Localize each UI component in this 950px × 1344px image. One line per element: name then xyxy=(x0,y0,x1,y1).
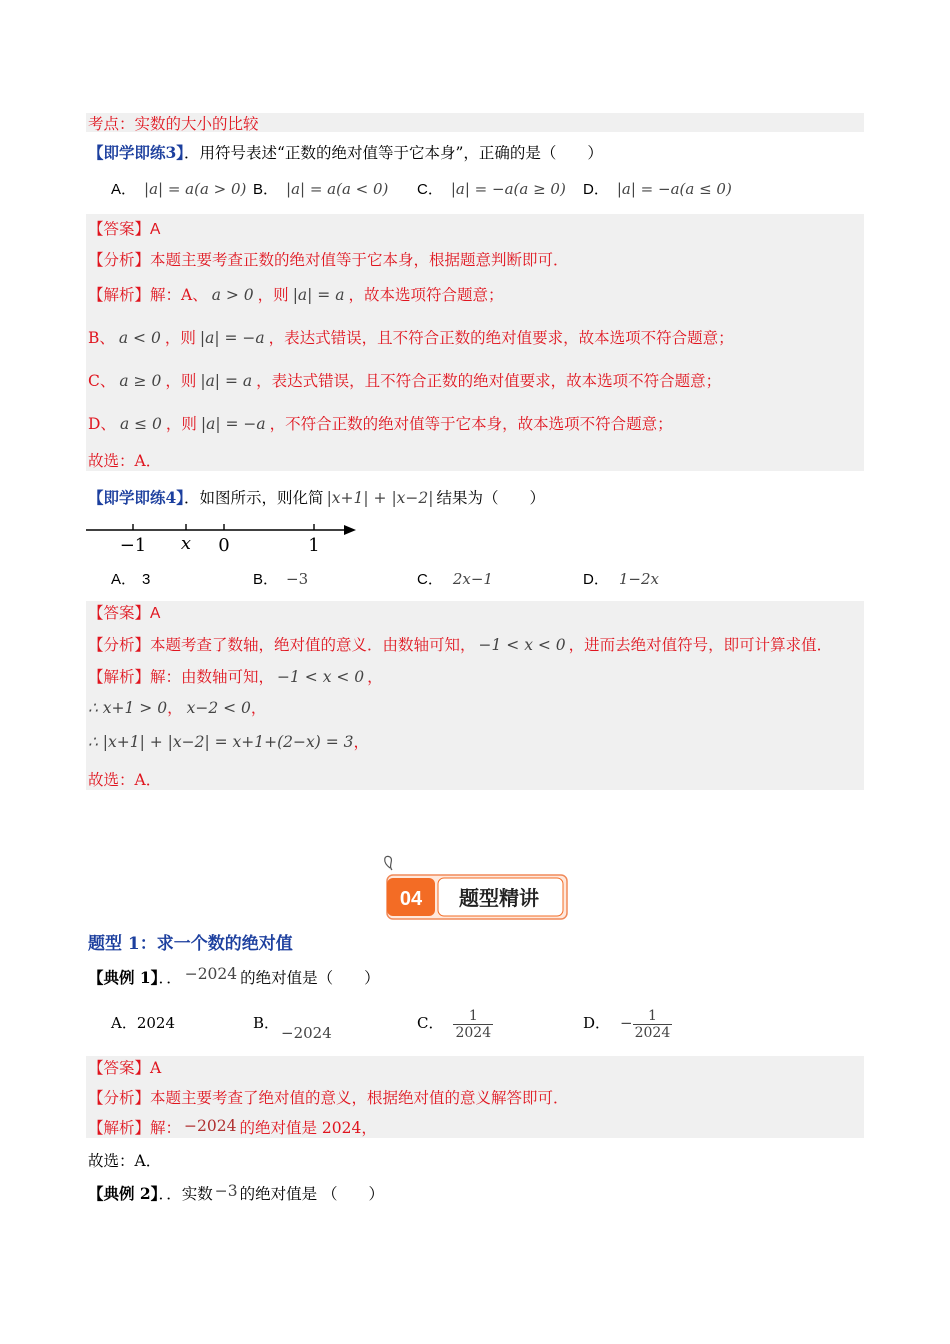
ex1-analysis-tag: 【分析】 xyxy=(88,1089,151,1107)
q4-analysis-pre: 本题考查了数轴，绝对值的意义．由数轴可知， xyxy=(150,636,476,654)
q4-analysis-post: ，进而去绝对值符号，即可计算求值． xyxy=(568,636,833,654)
q3-sol-d-mid: ，则 xyxy=(165,415,197,433)
q3-sol-a-mid: ，则 xyxy=(257,286,289,304)
q3-sol-b-expr: |a| = −a xyxy=(199,329,265,347)
axis-label-x: x xyxy=(180,533,192,554)
kaodian-line: 考点：实数的大小的比较 xyxy=(88,115,259,133)
q3-answer-value: A xyxy=(150,221,161,238)
ex1-stem-pre: ．． xyxy=(158,969,182,987)
ex1-stem-post: 的绝对值是（ ） xyxy=(240,969,380,987)
ex1-option-d-sign: − xyxy=(620,1014,633,1032)
banner-swirl-icon xyxy=(385,856,392,870)
q3-sol-d-expr: |a| = −a xyxy=(200,415,266,433)
q3-option-a[interactable] xyxy=(111,178,246,201)
ex1-analysis-text: 本题主要考查了绝对值的意义，根据绝对值的意义解答即可． xyxy=(150,1089,569,1107)
q3-sol-a-pre: 解：A、 xyxy=(150,286,208,304)
ex1-option-a[interactable] xyxy=(111,1012,175,1034)
q3-sol-c-pre: C、 xyxy=(88,372,116,390)
q3-option-d-label: D． xyxy=(583,181,609,198)
q4-solution-tag: 【解析】 xyxy=(88,668,151,686)
q4-sol2-math2: x−2 < 0 xyxy=(186,699,251,717)
ex1-option-c[interactable] xyxy=(417,1000,493,1046)
ex2-stem-post: 的绝对值是 （ ） xyxy=(239,1185,384,1203)
q3-sol-b-pre: B、 xyxy=(88,329,115,347)
number-line-figure xyxy=(86,518,358,558)
type1-title: 题型 1：求一个数的绝对值 xyxy=(88,934,293,954)
ex1-analysis xyxy=(88,1087,569,1109)
q4-sol3-math: ∴ |x+1| + |x−2| = x+1+(2−x) = 3 xyxy=(88,733,354,751)
ex1-option-b[interactable] xyxy=(253,1012,332,1042)
q3-sol-c-expr: |a| = a xyxy=(200,372,253,390)
q4-analysis xyxy=(88,634,832,656)
q3-option-c-label: C． xyxy=(417,181,443,198)
q3-sol-c-post: ，表达式错误，且不符合正数的绝对值要求，故本选项不符合题意； xyxy=(256,372,722,390)
ex1-stem-math: −2024 xyxy=(184,965,238,983)
q3-sol-c-mid: ，则 xyxy=(165,372,197,390)
ex1-option-d[interactable] xyxy=(583,1000,672,1046)
ex2-stem xyxy=(88,1183,384,1205)
q4-stem-post: 结果为（ ） xyxy=(436,489,545,507)
q4-option-a[interactable] xyxy=(111,568,150,591)
q3-sol-b-post: ，表达式错误，且不符合正数的绝对值要求，故本选项不符合题意； xyxy=(268,329,734,347)
q4-option-c-label: C． xyxy=(417,571,443,588)
ex1-answer xyxy=(88,1057,161,1079)
q3-solution-tag: 【解析】 xyxy=(88,286,151,304)
q3-analysis xyxy=(88,249,569,271)
q3-solution-d xyxy=(88,413,673,435)
ex1-stem xyxy=(88,967,380,989)
q3-answer-tag: 【答案】 xyxy=(88,220,151,238)
ex2-stem-math: −3 xyxy=(214,1182,238,1200)
q4-option-c[interactable] xyxy=(417,568,493,591)
ex1-option-d-denominator: 2024 xyxy=(634,1024,671,1041)
q4-sol1-pre: 解：由数轴可知， xyxy=(150,668,275,686)
q4-sol1-post: ， xyxy=(367,668,383,686)
ex1-option-a-value: 2024 xyxy=(136,1014,176,1032)
q3-sol-d-cond: a ≤ 0 xyxy=(119,415,162,433)
q4-analysis-math: −1 < x < 0 xyxy=(478,636,566,654)
q3-tag: 【即学即练3】 xyxy=(88,143,185,162)
ex1-option-c-numerator: 1 xyxy=(453,1008,493,1025)
q3-conclusion: 故选：A． xyxy=(88,452,162,470)
ex1-solution-tag: 【解析】 xyxy=(88,1119,151,1137)
ex1-solution xyxy=(88,1117,377,1139)
axis-label-1: 1 xyxy=(308,535,320,556)
q4-solution-3 xyxy=(88,731,369,753)
banner-number: 04 xyxy=(399,888,423,910)
ex1-answer-value: A xyxy=(150,1059,162,1077)
q4-sol2-post: ， xyxy=(250,699,267,717)
q3-sol-b-cond: a < 0 xyxy=(118,329,161,347)
q4-tag: 【即学即练4】 xyxy=(88,488,185,507)
q4-option-d-label: D． xyxy=(583,571,609,588)
q4-answer xyxy=(88,602,160,625)
q4-option-b-value: −3 xyxy=(286,570,309,588)
ex1-option-d-numerator: 1 xyxy=(633,1008,673,1025)
ex1-tag: 【典例 1】 xyxy=(88,968,159,987)
q3-option-c-math: |a| = −a(a ≥ 0) xyxy=(450,180,566,198)
ex2-stem-pre: ．．实数 xyxy=(158,1185,213,1203)
q4-sol1-math: −1 < x < 0 xyxy=(277,668,365,686)
ex1-option-a-label: A． xyxy=(111,1014,137,1032)
q3-sol-d-post: ，不符合正数的绝对值等于它本身，故本选项不符合题意； xyxy=(269,415,673,433)
q3-option-d-math: |a| = −a(a ≤ 0) xyxy=(616,180,732,198)
ex1-option-b-value: −2024 xyxy=(281,1024,332,1042)
q4-option-a-value: 3 xyxy=(142,571,151,588)
q4-sol2-math1: ∴ x+1 > 0 xyxy=(88,699,168,717)
q3-sol-a-post: ，故本选项符合题意； xyxy=(348,286,504,304)
q3-option-b[interactable] xyxy=(253,178,388,201)
ex1-sol-post: 的绝对值是 2024， xyxy=(239,1119,377,1137)
q4-stem xyxy=(88,487,545,509)
q3-solution-c xyxy=(88,370,721,392)
q3-solution-b xyxy=(88,327,734,349)
ex2-tag: 【典例 2】 xyxy=(88,1184,159,1203)
axis-label-neg1: −1 xyxy=(119,535,147,556)
q4-option-d-value: 1−2x xyxy=(618,570,659,588)
q3-sol-a-expr: |a| = a xyxy=(292,286,345,304)
ex1-option-b-label: B． xyxy=(253,1014,280,1032)
ex1-sol-math: −2024 xyxy=(184,1117,237,1135)
q3-analysis-text: 本题主要考查正数的绝对值等于它本身，根据题意判断即可． xyxy=(150,251,569,269)
ex1-answer-tag: 【答案】 xyxy=(88,1059,151,1077)
q3-stem-text: ．用符号表述“正数的绝对值等于它本身”，正确的是（ ） xyxy=(184,144,603,162)
ex1-option-d-label: D． xyxy=(583,1014,611,1032)
q4-solution-1 xyxy=(88,666,383,688)
q4-option-c-value: 2x−1 xyxy=(452,570,493,588)
q4-option-b-label: B． xyxy=(253,571,279,588)
q3-sol-a-cond: a > 0 xyxy=(211,286,254,304)
q4-answer-value: A xyxy=(150,605,161,622)
q3-solution-a xyxy=(88,284,503,306)
q4-stem-pre: ．如图所示，则化简 xyxy=(184,489,324,507)
axis-label-0: 0 xyxy=(218,535,230,556)
q3-option-b-label: B． xyxy=(253,181,279,198)
q3-sol-d-pre: D、 xyxy=(88,415,116,433)
q4-answer-tag: 【答案】 xyxy=(88,604,151,622)
q4-sol2-sep: ， xyxy=(167,699,183,717)
q4-stem-math: |x+1| + |x−2| xyxy=(326,489,434,507)
ex1-option-c-denominator: 2024 xyxy=(455,1024,492,1041)
ex1-conclusion: 故选：A． xyxy=(88,1152,162,1170)
q4-option-a-label: A． xyxy=(111,571,137,588)
q4-sol3-post: ， xyxy=(353,733,370,751)
q3-option-a-label: A． xyxy=(111,181,137,198)
q3-stem xyxy=(88,142,603,164)
q3-sol-b-mid: ，则 xyxy=(164,329,196,347)
q3-option-c[interactable] xyxy=(417,178,566,201)
q3-option-b-math: |a| = a(a < 0) xyxy=(286,180,389,198)
number-line-arrow-icon xyxy=(344,525,356,535)
q4-conclusion: 故选：A． xyxy=(88,771,162,789)
q4-solution-background xyxy=(86,601,864,790)
ex1-option-d-fraction xyxy=(633,1008,673,1041)
q3-answer xyxy=(88,218,160,241)
q3-option-d[interactable] xyxy=(583,178,732,201)
ex1-option-c-label: C． xyxy=(417,1014,444,1032)
q3-sol-c-cond: a ≥ 0 xyxy=(119,372,162,390)
q4-analysis-tag: 【分析】 xyxy=(88,636,151,654)
q4-option-b[interactable] xyxy=(253,568,308,591)
ex1-sol-pre: 解： xyxy=(150,1119,182,1137)
q3-analysis-tag: 【分析】 xyxy=(88,251,151,269)
q3-option-a-math: |a| = a(a > 0) xyxy=(144,180,247,198)
ex1-option-c-fraction xyxy=(453,1008,493,1041)
q4-option-d[interactable] xyxy=(583,568,659,591)
section-banner xyxy=(378,852,572,922)
banner-title: 题型精讲 xyxy=(459,886,539,910)
q4-solution-2 xyxy=(88,697,266,719)
